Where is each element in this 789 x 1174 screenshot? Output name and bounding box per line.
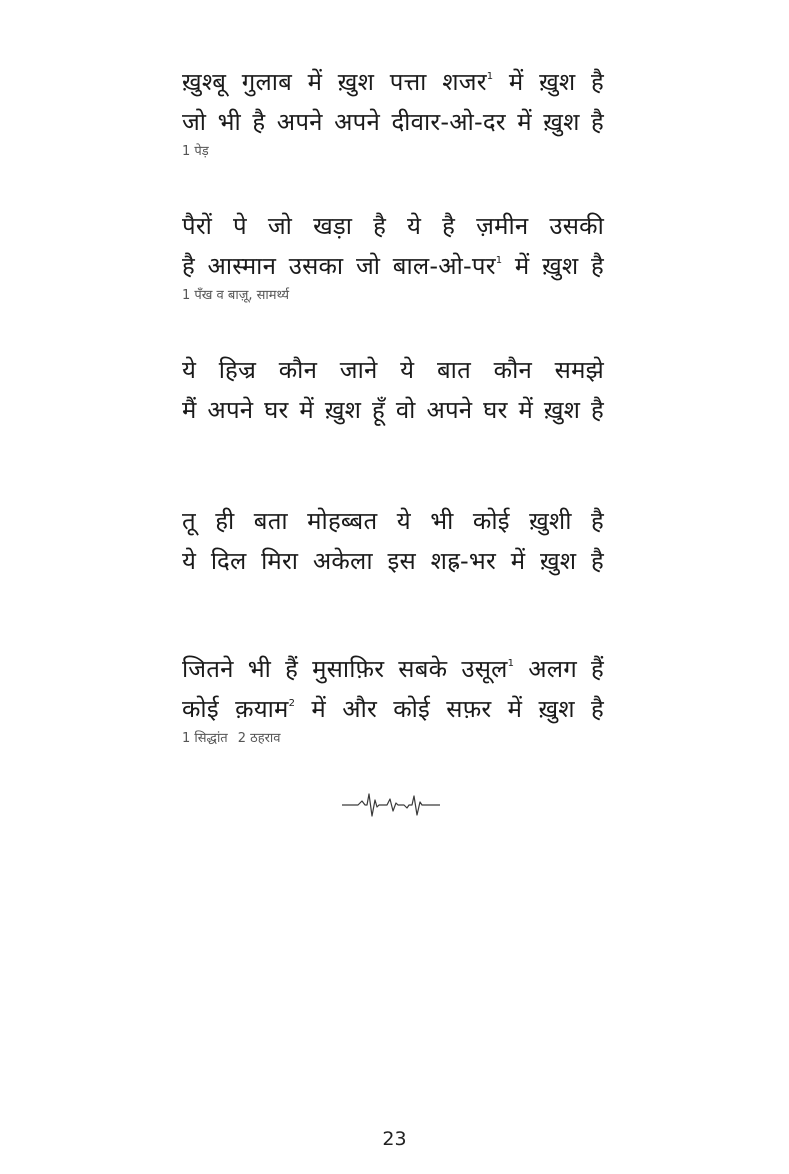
verse-line: है आस्मान उसका जो बाल-ओ-पर$^1$ में ख़ुश है [182, 252, 604, 280]
verse-line: ये हिज्र कौन जाने ये बात कौन समझे [182, 356, 604, 384]
footnote-marker: 1 [486, 71, 494, 82]
footnote-marker: 1 [507, 658, 515, 669]
stanza-5 [182, 649, 604, 748]
footnote-marker: 2 [288, 698, 296, 709]
verse-line: ये दिल मिरा अकेला इस शह्र-भर में ख़ुश है [182, 547, 604, 575]
verse-line: कोई क़याम$^2$ में और कोई सफ़र में ख़ुश है [182, 695, 604, 723]
verse-line: ख़ुश्बू गुलाब में ख़ुश पत्ता शजर$^1$ में ख़ुश है [182, 68, 604, 96]
stanza-4 [182, 501, 604, 581]
footnote-marker: 1 [495, 255, 503, 266]
stanza-3 [182, 350, 604, 430]
footnote: 1 पेड़ [182, 144, 209, 159]
verse-line: पैरों पे जो खड़ा है ये है ज़मीन उसकी [182, 212, 604, 240]
page-number: 23 [382, 1128, 407, 1150]
verse-line: जितने भी हैं मुसाफ़िर सबके उसूल$^1$ अलग हैं [182, 655, 604, 683]
verse-line: मैं अपने घर में ख़ुश हूँ वो अपने घर में ख़ुश है [182, 396, 604, 424]
footnote: 1 पँख व बाज़ू, सामर्थ्य [182, 288, 290, 303]
stanza-1 [182, 62, 604, 161]
footnote: 1 सिद्धांत 2 ठहराव [182, 731, 281, 746]
stanza-2 [182, 206, 604, 305]
heartbeat-divider-icon [342, 790, 440, 820]
verse-line: जो भी है अपने अपने दीवार-ओ-दर में ख़ुश है [182, 108, 604, 136]
verse-line: तू ही बता मोहब्बत ये भी कोई ख़ुशी है [182, 507, 604, 535]
